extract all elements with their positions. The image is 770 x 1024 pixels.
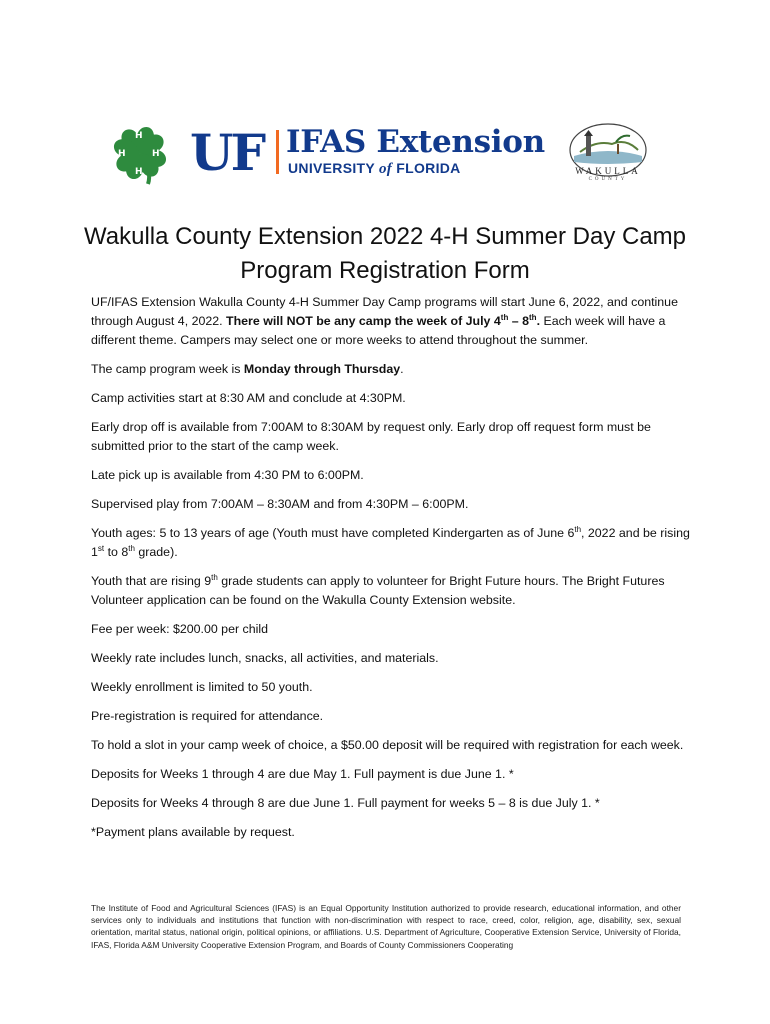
equal-opportunity-footer: The Institute of Food and Agricultural Sciences (IFAS) is an Equal Opportunity Institution authorized to provide research, educational information, and other services only to individuals and institutions that function with non-discrimination with respect to race, creed, color, religion, age, disability, sex, sexual orientation, marital status, national origin, political opinions, or affiliations. U.S. Department of Agriculture, Cooperative Extension Service, University of Florida, IFAS, Florida A&M University Cooperative Extension Program, and Boards of County Commissioners Cooperating <box>91 903 681 950</box>
volunteer-paragraph: Youth that are rising 9th grade students can apply to volunteer for Bright Future hours. The Bright Futures Volunteer application can be found on the Wakulla County Extension website. <box>91 572 665 607</box>
header-logos <box>104 118 664 198</box>
intro-paragraph: UF/IFAS Extension Wakulla County 4-H Summer Day Camp programs will start June 6, 2022, and continue through August 4, 2022. There will NOT be any camp the week of July 4th – 8th. Each week will have a different theme. Campers may select one or more weeks to attend throughout the summer. <box>91 295 678 347</box>
deposit-weeks-4-8-paragraph: Deposits for Weeks 4 through 8 are due June 1. Full payment for weeks 5 – 8 is due July 1. * <box>91 796 600 810</box>
payment-plans-note: *Payment plans available by request. <box>91 825 295 839</box>
university-of-florida-label: UNIVERSITY of FLORIDA <box>288 160 461 177</box>
county-seal-subtitle: COUNTY <box>588 177 628 182</box>
form-body <box>91 293 691 852</box>
program-week-paragraph: The camp program week is Monday through Thursday. <box>91 362 404 376</box>
fee-paragraph: Fee per week: $200.00 per child <box>91 622 269 636</box>
ifas-extension-title: IFAS Extension <box>286 124 545 160</box>
county-seal-name: WAKULLA <box>575 166 641 176</box>
supervised-play-paragraph: Supervised play from 7:00AM – 8:30AM and from 4:30PM – 6:00PM. <box>91 497 469 511</box>
svg-text:H: H <box>135 167 143 177</box>
early-drop-off-paragraph: Early drop off is available from 7:00AM to 8:30AM by request only. Early drop off request form must be submitted prior to the start of the camp week. <box>91 420 651 453</box>
form-title-line-2: Program Registration Form <box>240 257 530 284</box>
form-title-line-1: Wakulla County Extension 2022 4-H Summer Day Camp <box>83 223 687 250</box>
form-title <box>60 220 710 288</box>
late-pick-up-paragraph: Late pick up is available from 4:30 PM to 6:00PM. <box>91 468 364 482</box>
pre-registration-paragraph: Pre-registration is required for attendance. <box>91 709 324 723</box>
deposit-weeks-1-4-paragraph: Deposits for Weeks 1 through 4 are due May 1. Full payment is due June 1. * <box>91 767 514 781</box>
weekly-rate-paragraph: Weekly rate includes lunch, snacks, all activities, and materials. <box>91 651 439 665</box>
svg-text:H: H <box>135 131 143 141</box>
enrollment-limit-paragraph: Weekly enrollment is limited to 50 youth. <box>91 680 313 694</box>
svg-text:H: H <box>118 149 126 159</box>
uf-logo-mark: UF <box>190 123 264 182</box>
svg-text:H: H <box>152 149 160 159</box>
four-h-clover-logo <box>104 120 176 186</box>
youth-ages-paragraph: Youth ages: 5 to 13 years of age (Youth must have completed Kindergarten as of June 6th, 2022 and be rising 1st to 8th grade). <box>91 524 690 559</box>
logo-divider <box>276 130 279 174</box>
deposit-paragraph: To hold a slot in your camp week of choice, a $50.00 deposit will be required with registration for each week. <box>91 738 684 752</box>
activity-hours-paragraph: Camp activities start at 8:30 AM and conclude at 4:30PM. <box>91 391 406 405</box>
